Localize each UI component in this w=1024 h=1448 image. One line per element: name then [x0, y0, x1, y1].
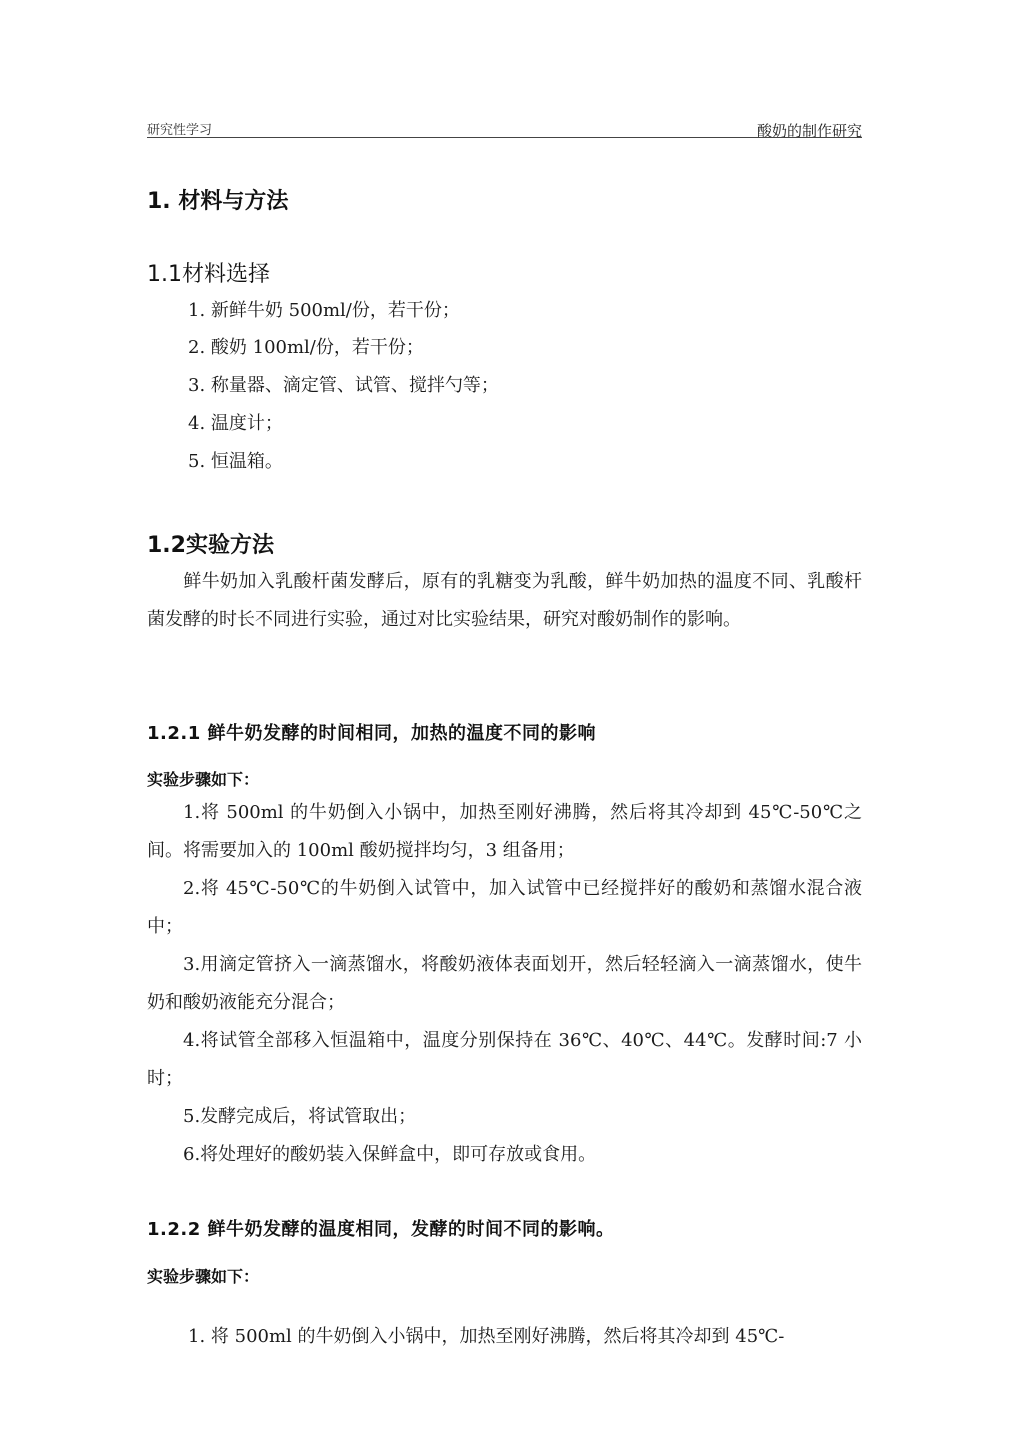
step-paragraph: 4.将试管全部移入恒温箱中，温度分别保持在 36℃、40℃、44℃。发酵时间:7 小时；: [147, 1030, 862, 1089]
section-1-heading: 1. 材料与方法: [147, 189, 289, 214]
section-1-2-2-heading: 1.2.2 鲜牛奶发酵的温度相同，发酵的时间不同的影响。: [147, 1219, 615, 1240]
material-item: 4. 温度计；: [188, 413, 283, 434]
material-item: 3. 称量器、滴定管、试管、搅拌勺等；: [188, 375, 499, 396]
step-paragraph: 2.将 45℃-50℃的牛奶倒入试管中，加入试管中已经搅拌好的酸奶和蒸馏水混合液中；: [147, 878, 862, 937]
running-header-right: 酸奶的制作研究: [756, 122, 862, 140]
step-paragraph: 6.将处理好的酸奶装入保鲜盒中，即可存放或食用。: [183, 1144, 597, 1165]
section-1-2-1-heading: 1.2.1 鲜牛奶发酵的时间相同，加热的温度不同的影响: [147, 723, 597, 744]
header-rule: [147, 137, 862, 138]
step-paragraph: 1. 将 500ml 的牛奶倒入小锅中，加热至刚好沸腾，然后将其冷却到 45℃-: [188, 1326, 785, 1347]
section-1-1-heading: 1.1材料选择: [147, 262, 270, 287]
step-paragraph: 3.用滴定管挤入一滴蒸馏水，将酸奶液体表面划开，然后轻轻滴入一滴蒸馏水，使牛奶和酸奶液能充分混合；: [147, 954, 862, 1013]
method-intro-paragraph: 鲜牛奶加入乳酸杆菌发酵后，原有的乳糖变为乳酸，鲜牛奶加热的温度不同、乳酸杆菌发酵的时长不同进行实验，通过对比实验结果，研究对酸奶制作的影响。: [147, 571, 862, 630]
step-paragraph: 5.发酵完成后，将试管取出；: [183, 1106, 417, 1127]
steps-label: 实验步骤如下：: [147, 1267, 260, 1286]
step-paragraph: 1.将 500ml 的牛奶倒入小锅中，加热至刚好沸腾，然后将其冷却到 45℃-50℃之间。将需要加入的 100ml 酸奶搅拌均匀，3 组备用；: [147, 802, 862, 861]
steps-label: 实验步骤如下：: [147, 770, 260, 789]
running-header-left: 研究性学习: [147, 123, 213, 138]
material-item: 5. 恒温箱。: [188, 451, 283, 472]
material-item: 1. 新鲜牛奶 500ml/份，若干份；: [188, 300, 460, 321]
material-item: 2. 酸奶 100ml/份，若干份；: [188, 337, 424, 358]
section-1-2-heading: 1.2实验方法: [147, 533, 274, 558]
